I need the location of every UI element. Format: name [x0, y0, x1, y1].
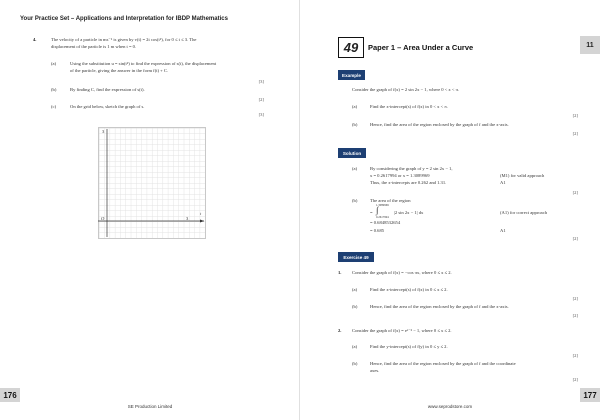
exercise-2-part-a-label: (a) — [352, 344, 358, 349]
integral-lower-limit: 0.2617994 — [376, 215, 389, 219]
exercise-1-part-b-mark: [2] — [572, 313, 578, 318]
solution-a-method-mark: (M1) for valid approach — [500, 173, 545, 178]
part-a-mark: [3] — [258, 79, 264, 84]
example-part-b-mark: [2] — [572, 131, 578, 136]
exercise-2-intro: Consider the graph of f(x) = eˣ⁻² − 1, where 0 ≤ x ≤ 2. — [352, 328, 452, 333]
exercise-2-part-b-text: Hence, find the area of the region enclosed by the graph of f and the coordinate — [370, 361, 516, 366]
part-c-text: On the grid below, sketch the graph of s. — [70, 104, 145, 109]
solution-a-bracket: [2] — [572, 190, 578, 195]
solution-b-line1: The area of the region — [370, 198, 411, 203]
part-b-label: (b) — [51, 87, 57, 92]
integral-sign-icon: ∫ — [376, 205, 379, 215]
exercise-2-part-a-text: Find the y-intercept(s) of f(y) in 0 ≤ y ≤ 2. — [370, 344, 448, 349]
question-4-number: 4. — [33, 37, 37, 42]
example-part-a-text: Find the x-intercept(s) of f(x) in 0 < x < π. — [370, 104, 448, 109]
part-a-text-line2: of the particle, giving the answer in the form f(t) + C. — [70, 68, 169, 73]
exercise-2-part-b-label: (b) — [352, 361, 358, 366]
exercise-2-part-b-mark: [2] — [572, 377, 578, 382]
example-part-b-label: (b) — [352, 122, 358, 127]
exercise-1-part-a-label: (a) — [352, 287, 358, 292]
example-intro: Consider the graph of f(x) = 2 sin 2x − 1, where 0 < x < π. — [352, 87, 460, 92]
x-axis-arrow-icon — [200, 220, 204, 223]
solution-a-accuracy-mark: A1 — [500, 180, 506, 185]
integral-integrand: |2 sin 2x − 1| dx — [394, 210, 424, 215]
part-a-text-line1: Using the substitution u = sin(t²) to find the expression of s(t), the displacement — [70, 61, 217, 66]
exercise-2-part-a-mark: [2] — [572, 353, 578, 358]
solution-a-line3: Thus, the x-intercepts are 0.262 and 1.31. — [370, 180, 447, 185]
origin-label: O — [101, 216, 105, 221]
t-axis-label: t — [200, 211, 202, 216]
left-footer: SE Production Limited — [127, 404, 173, 409]
right-page-number: 177 — [580, 388, 600, 402]
exercise-1-part-a-mark: [2] — [572, 296, 578, 301]
grid-axes — [96, 125, 208, 241]
part-b-text: By finding C, find the expression of s(t). — [70, 87, 145, 92]
chapter-title: Paper 1 – Area Under a Curve — [368, 43, 474, 52]
x-axis-tick-label: 3 — [186, 216, 189, 221]
solution-b-label: (b) — [352, 198, 358, 203]
book-title: Your Practice Set – Applications and Interpretation for IBDP Mathematics — [20, 16, 228, 22]
solution-tag: Solution — [338, 148, 366, 158]
solution-b-line3: = 0.6848532654 — [370, 220, 401, 225]
exercise-1-intro: Consider the graph of f(x) = −cos πx, where 0 ≤ x ≤ 2. — [352, 270, 452, 275]
solution-b-accuracy-mark: A1 — [500, 228, 506, 233]
question-4-text-line2: displacement of the particle is 1 m when t = 0. — [51, 44, 137, 49]
solution-a-line2: x = 0.2617994 or x = 1.3089969 — [370, 173, 430, 178]
part-b-mark: [2] — [258, 97, 264, 102]
example-part-a-label: (a) — [352, 104, 358, 109]
part-a-label: (a) — [51, 61, 57, 66]
example-part-a-mark: [2] — [572, 113, 578, 118]
solution-a-label: (a) — [352, 166, 358, 171]
exercise-1-part-b-label: (b) — [352, 304, 358, 309]
solution-b-method-mark: (A1) for correct approach — [500, 210, 548, 215]
exercise-1-number: 1. — [338, 270, 342, 275]
solution-b-bracket: [2] — [572, 236, 578, 241]
chapter-number-badge: 49 — [338, 37, 364, 58]
part-c-mark: [3] — [258, 112, 264, 117]
exercise-tag: Exercise 49 — [338, 252, 374, 262]
exercise-1-part-b-text: Hence, find the area of the region enclosed by the graph of f and the x-axis. — [370, 304, 509, 309]
solution-b-line4: = 0.685 — [370, 228, 385, 233]
example-tag: Example — [338, 70, 365, 80]
part-c-label: (c) — [51, 104, 57, 109]
solution-b-equals: = — [370, 210, 373, 215]
y-axis-tick-label: 3 — [102, 129, 105, 134]
example-part-b-text: Hence, find the area of the region enclosed by the graph of f and the x-axis. — [370, 122, 509, 127]
exercise-1-part-a-text: Find the x-intercept(s) of f(x) in 0 ≤ x ≤ 2. — [370, 287, 448, 292]
right-page — [300, 0, 600, 420]
exercise-2-number: 2. — [338, 328, 342, 333]
right-footer: www.seprodstore.com — [427, 404, 473, 409]
chapter-side-tab: 11 — [580, 36, 600, 54]
exercise-2-part-b-text-cont: axes. — [370, 368, 380, 373]
solution-a-line1: By considering the graph of y = 2 sin 2x − 1, — [370, 166, 453, 171]
left-page-number: 176 — [0, 388, 20, 402]
integral-upper-limit: 1.3089969 — [376, 203, 389, 207]
question-4-text-line1: The velocity of a particle in ms⁻¹ is given by v(t) = 2t cos(t²), for 0 ≤ t ≤ 3. The — [51, 37, 197, 42]
